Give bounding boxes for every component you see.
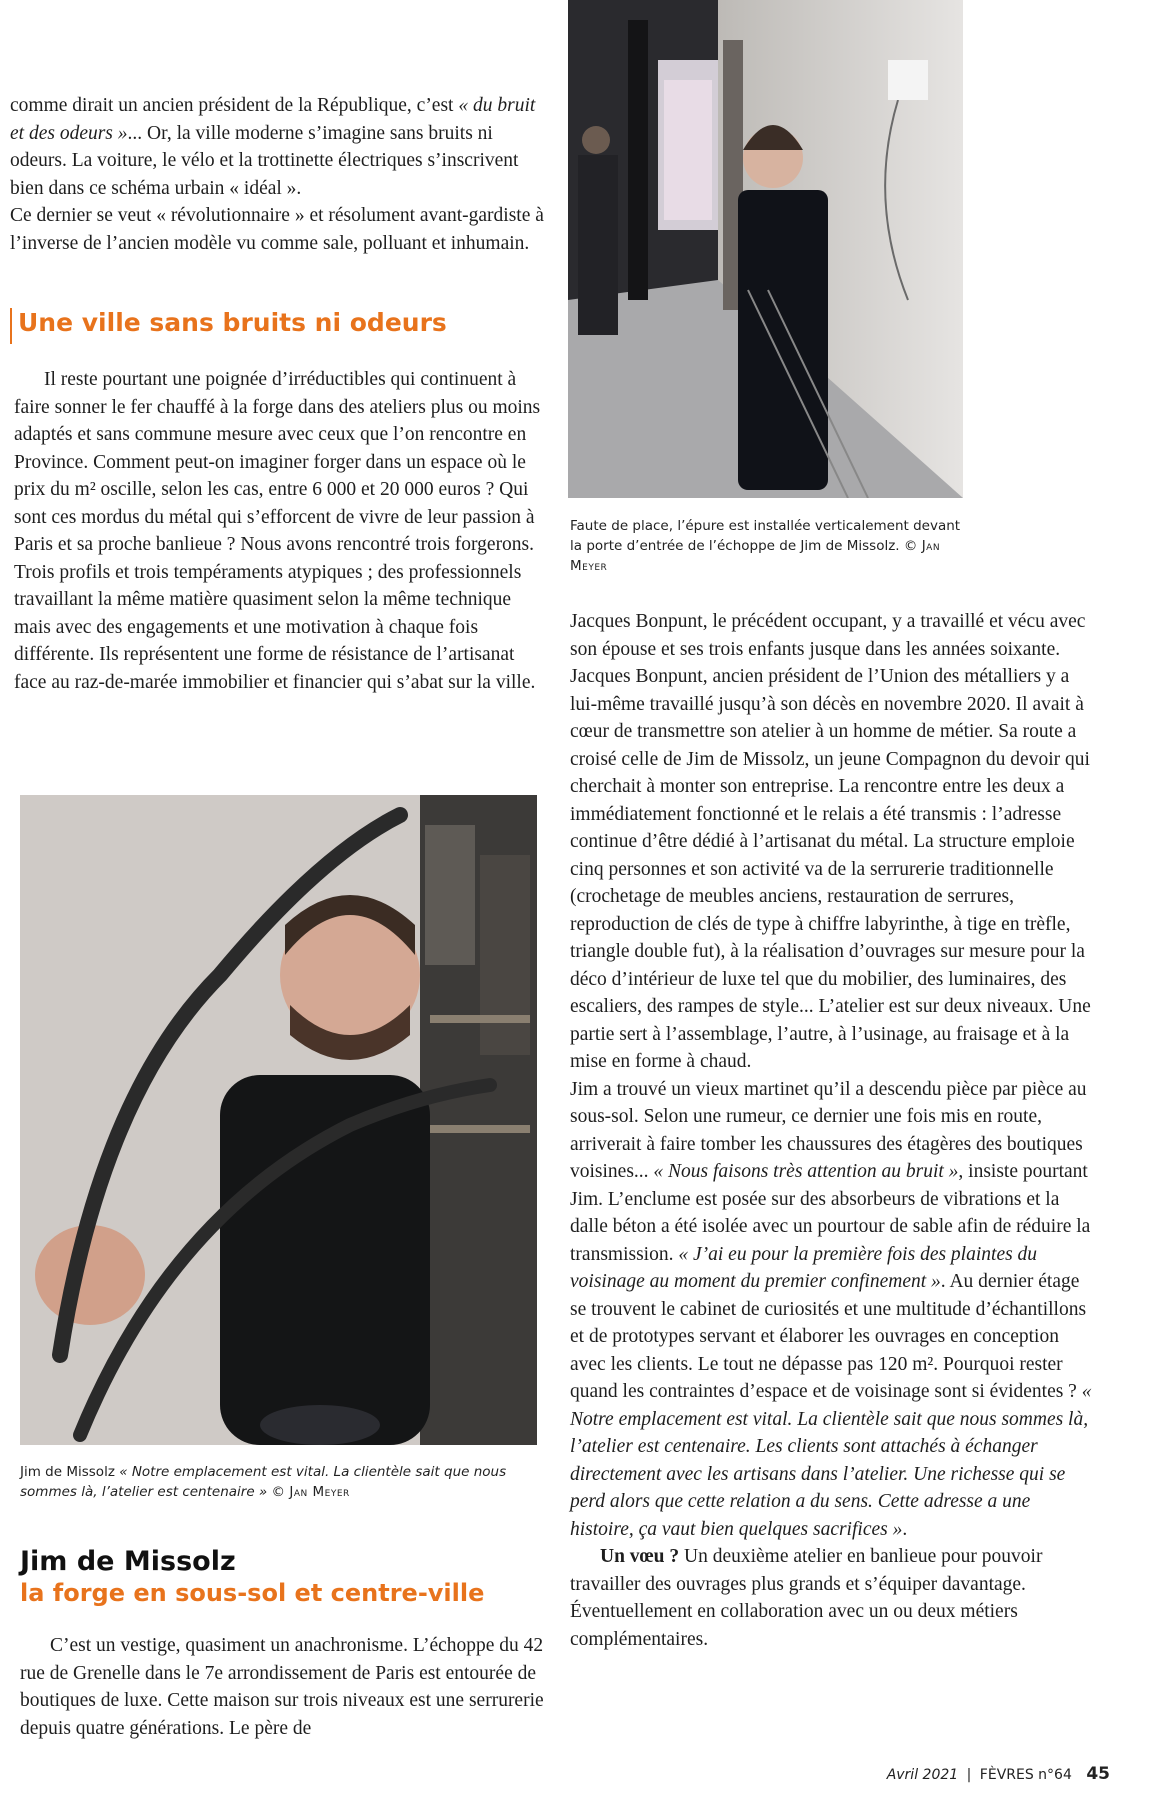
article-title: Jim de Missolz <box>20 1546 236 1577</box>
intro-quote: « du bruit et des odeurs » <box>10 95 536 144</box>
photo-jim-portrait <box>20 795 537 1445</box>
photo-workshop-entrance-image <box>568 0 963 498</box>
footer-magazine: FÈVRES n°64 <box>979 1767 1072 1783</box>
footer-month: Avril 2021 <box>886 1767 959 1783</box>
page-number: 45 <box>1086 1764 1110 1784</box>
section-heading-wrapper <box>10 308 447 344</box>
caption-jim-portrait: Jim de Missolz « Notre emplacement est vital. La clientèle sait que nous sommes là, l’atelier est centenaire » © Jan Meyer <box>20 1464 507 1500</box>
article-subtitle: la forge en sous-sol et centre-ville <box>20 1579 485 1607</box>
photo-jim-portrait-image <box>20 795 537 1445</box>
right-paragraph-2: Jim a trouvé un vieux martinet qu’il a descendu pièce par pièce au sous-sol. Selon une rumeur, ce dernier une fois mis en route, arriverait à faire tomber les chaussures des étagères des boutiques voisines... « Nous faisons très attention au bruit », insiste pourtant Jim. L’enclume est posée sur des absorbeurs de vibrations et la dalle béton a été isolée avec un pourtour de sable afin de réduire la transmission. « J’ai eu pour la première fois des plaintes du voisinage au moment du premier confinement ». Au dernier étage se trouvent le cabinet de curiosités et une multitude d’échantillons et de prototypes servant et élaborer les ouvrages en conception avec les clients. Le tout ne dépasse pas 120 m². Pourquoi rester quand les contraintes d’espace et de voisinage sont si évidentes ? « Notre emplacement est vital. La clientèle sait que nous sommes là, l’atelier est centenaire. Les clients sont attachés à échanger directement avec les artisans dans l’atelier. Une richesse qui se perd alors que cette relation a du sens. Cette adresse a une histoire, ça vaut bien quelques sacrifices ». <box>570 1078 1092 1540</box>
article-lead-paragraph: C’est un vestige, quasiment un anachronisme. L’échoppe du 42 rue de Grenelle dans le 7e arrondissement de Paris est entourée de boutiques de luxe. Cette maison sur trois niveaux est une serrurerie depuis quatre générations. Le père de <box>20 1635 544 1739</box>
right-column <box>570 608 1098 1653</box>
right-paragraph-1: Jacques Bonpunt, le précédent occupant, y a travaillé et vécu avec son épouse et ses trois enfants jusque dans les années soixante. Jacques Bonpunt, ancien président de l’Union des métalliers y a lui-même travaillé jusqu’à son décès en novembre 2020. Il avait à cœur de transmettre son atelier à un homme de métier. Sa route a croisé celle de Jim de Missolz, un jeune Compagnon du devoir qui cherchait à monter son entreprise. La rencontre entre les deux a immédiatement fonctionné et le relais a été transmis : l’adresse continue d’être dédié à l’artisanat du métal. La structure emploie cinq personnes et son activité va de la serrurerie traditionnelle (crochetage de meubles anciens, restauration de serrures, reproduction de clés de type à chiffre labyrinthe, à tige en trèfle, triangle double fut), à la réalisation d’ouvrages sur mesure pour la déco d’intérieur de luxe tel que du mobilier, des luminaires, des escaliers, des rampes de style... L’atelier est sur deux niveaux. Une partie sert à l’assemblage, l’autre, à l’usinage, au fraisage et à la mise en forme à chaud. <box>570 611 1091 1072</box>
page-footer <box>887 1764 1110 1784</box>
section-body-paragraph: Il reste pourtant une poignée d’irréductibles qui continuent à faire sonner le fer chauffé à la forge dans des ateliers plus ou moins adaptés et sans commune mesure avec ceux que l’on rencontre en Province. Comment peut-on imaginer forger dans un espace où le prix du m² oscille, selon les cas, entre 6 000 et 20 000 euros ? Qui sont ces mordus du métal qui s’efforcent de vivre de leur passion à Paris et sa proche banlieue ? Nous avons rencontré trois forgerons. Trois profils et trois tempéraments atypiques ; des professionnels travaillant la même matière quasiment selon la même technique mais avec des engagements et une motivation à chaque fois différente. Ils représentent une forme de résistance de l’artisanat face au raz-de-marée immobilier et financier qui s’abat sur la ville. <box>14 369 541 693</box>
intro-paragraph-2: Ce dernier se veut « révolutionnaire » et résolument avant-gardiste à l’inverse de l’ancien modèle vu comme sale, polluant et inhumain. <box>10 205 544 254</box>
photo-credit: Jan Meyer <box>289 1484 350 1500</box>
section-heading: Une ville sans bruits ni odeurs <box>18 308 447 337</box>
quote-bruit: « Nous faisons très attention au bruit » <box>653 1161 959 1182</box>
photo-workshop-entrance <box>568 0 963 498</box>
section-body <box>14 366 544 696</box>
quote-emplacement: « Notre emplacement est vital. La clientèle sait que nous sommes là, l’atelier est centenaire. Les clients sont attachés à échanger directement avec les artisans dans l’atelier. Une richesse qui se perd alors que cette relation a du sens. Cette adresse a une histoire, ça vaut bien quelques sacrifices » <box>570 1381 1092 1540</box>
photo-credit: Jan Meyer <box>570 538 941 574</box>
intro-text <box>10 92 545 257</box>
footer-separator: | <box>966 1767 972 1783</box>
quote-confinement: « J’ai eu pour la première fois des plaintes du voisinage au moment du premier confinement » <box>570 1243 1038 1292</box>
voeu-label: Un vœu ? <box>600 1546 680 1567</box>
caption-quote: « Notre emplacement est vital. La clientèle sait que nous sommes là, l’atelier est centenaire » <box>20 1464 507 1500</box>
article-heading <box>20 1546 560 1608</box>
caption-workshop-entrance: Faute de place, l’épure est installée verticalement devant la porte d’entrée de l’échoppe de Jim de Missolz. © Jan Meyer <box>570 518 961 574</box>
article-lead <box>20 1632 550 1742</box>
right-paragraph-3: Un vœu ? Un deuxième atelier en banlieue pour pouvoir travailler des ouvrages plus grands et s’équiper davantage. Éventuellement en collaboration avec un ou deux métiers complémentaires. <box>570 1546 1043 1650</box>
intro-paragraph-1: comme dirait un ancien président de la République, c’est « du bruit et des odeurs »... Or, la ville moderne s’imagine sans bruits ni odeurs. La voiture, le vélo et la trottinette électriques s’inscrivent bien dans ce schéma urbain « idéal ». <box>10 95 536 199</box>
